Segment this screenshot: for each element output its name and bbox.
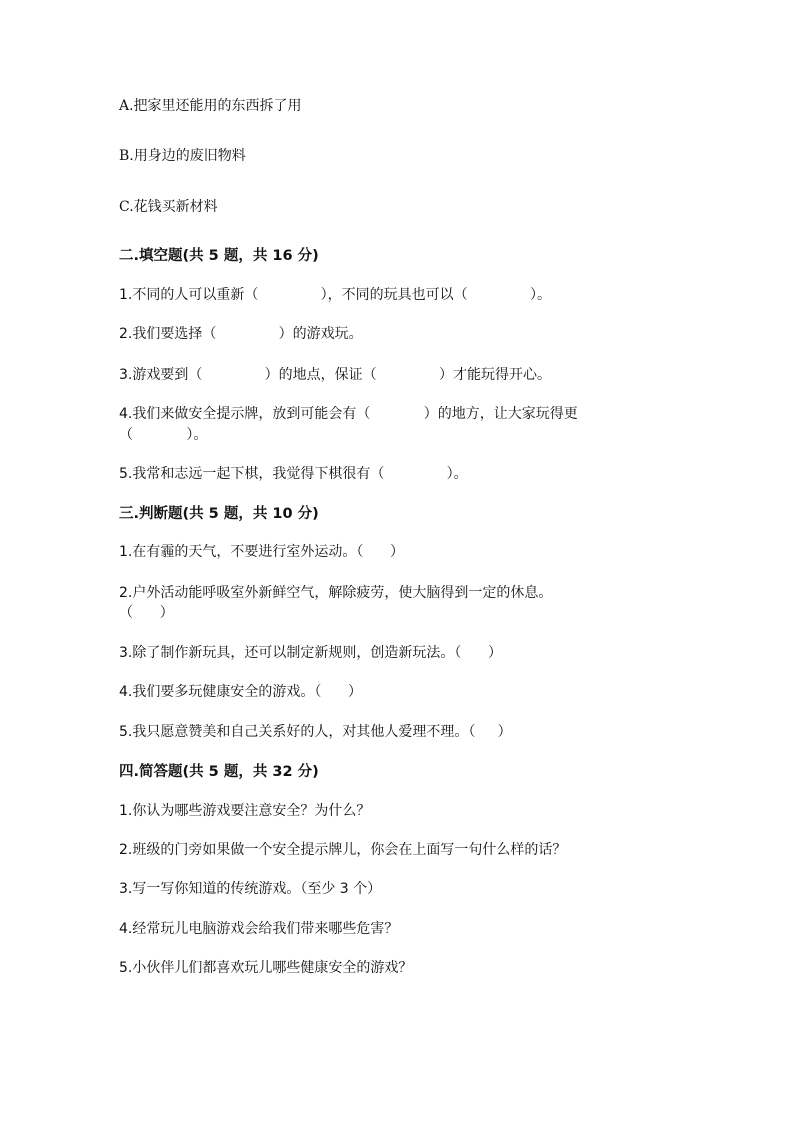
judge-question-2-line-1: 2.户外活动能呼吸室外新鲜空气，解除疲劳，使大脑得到一定的休息。 [119, 585, 553, 601]
judge-question-1: 1.在有霾的天气，不要进行室外运动。（ ） [119, 544, 405, 560]
fill-question-4-line-1: 4.我们来做安全提示牌，放到可能会有（ ）的地方，让大家玩得更 [119, 406, 578, 422]
short-question-5: 5.小伙伴儿们都喜欢玩儿哪些健康安全的游戏？ [119, 960, 413, 976]
section-heading-short-answer: 四.简答题(共 5 题，共 32 分) [119, 764, 319, 780]
judge-question-4: 4.我们要多玩健康安全的游戏。（ ） [119, 684, 363, 700]
short-question-4: 4.经常玩儿电脑游戏会给我们带来哪些危害？ [119, 921, 399, 937]
option-a: A.把家里还能用的东西拆了用 [119, 98, 302, 114]
judge-question-3: 3.除了制作新玩具，还可以制定新规则，创造新玩法。（ ） [119, 645, 503, 661]
judge-question-5: 5.我只愿意赞美和自己关系好的人，对其他人爱理不理。（ ） [119, 724, 512, 740]
fill-question-2: 2.我们要选择（ ）的游戏玩。 [119, 326, 363, 342]
section-heading-fill-blank: 二.填空题(共 5 题，共 16 分) [119, 248, 319, 264]
short-question-3: 3.写一写你知道的传统游戏。（至少 3 个） [119, 881, 382, 897]
short-question-1: 1.你认为哪些游戏要注意安全？为什么？ [119, 803, 371, 819]
fill-question-3: 3.游戏要到（ ）的地点，保证（ ）才能玩得开心。 [119, 367, 551, 383]
option-c: C.花钱买新材料 [119, 199, 218, 215]
short-question-2: 2.班级的门旁如果做一个安全提示牌儿，你会在上面写一句什么样的话？ [119, 842, 567, 858]
judge-question-2-line-2: （ ） [119, 605, 174, 621]
option-b: B.用身边的废旧物料 [119, 148, 246, 164]
fill-question-4-line-2: （ ）。 [119, 427, 208, 443]
fill-question-1: 1.不同的人可以重新（ ），不同的玩具也可以（ ）。 [119, 287, 551, 303]
section-heading-true-false: 三.判断题(共 5 题，共 10 分) [119, 506, 319, 522]
fill-question-5: 5.我常和志远一起下棋，我觉得下棋很有（ ）。 [119, 466, 468, 482]
